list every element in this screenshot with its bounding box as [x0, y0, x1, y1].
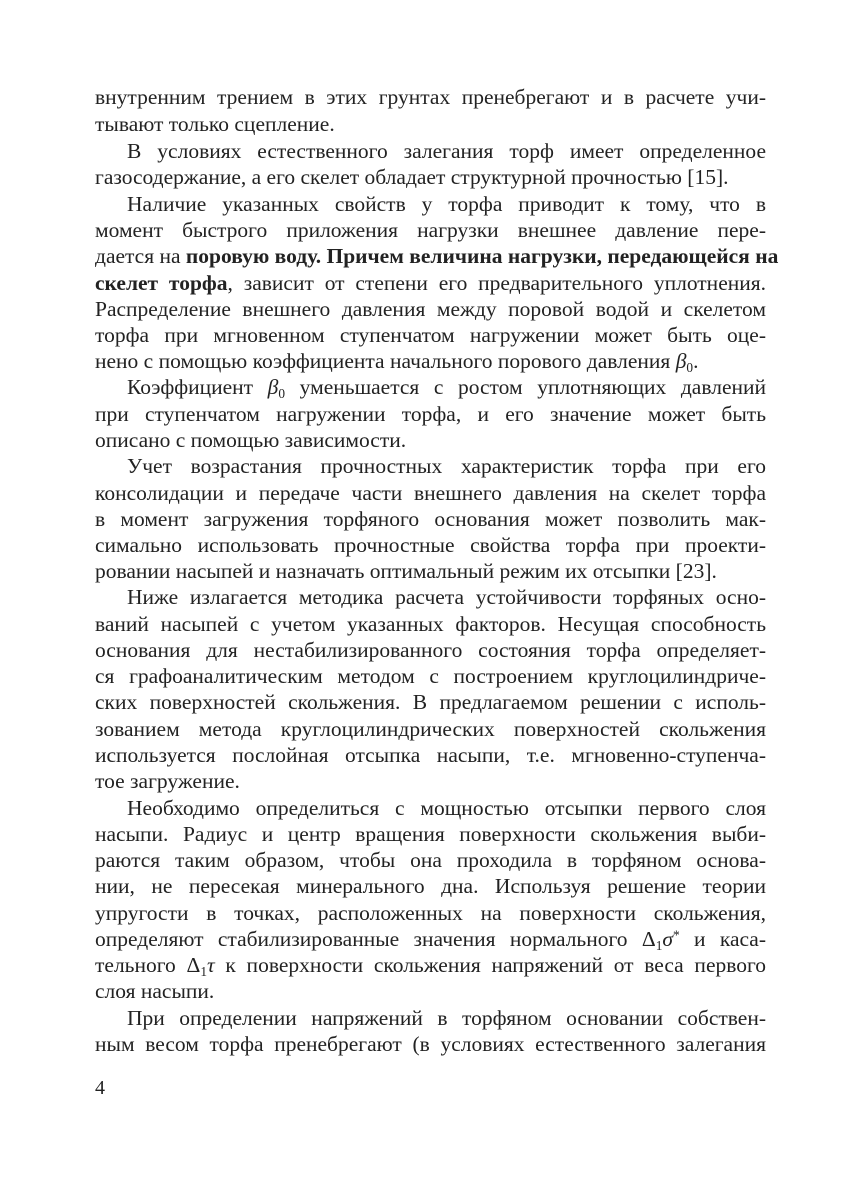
- text-line: тое загружение.: [95, 769, 240, 793]
- text-line: нии, не пересекая минерального дна. Используя решение теории: [95, 874, 766, 898]
- text-line: ся графоаналитическим методом с построением круглоцилиндриче-: [95, 664, 766, 688]
- text-line: в момент загружения торфяного основания может позволить мак-: [95, 507, 766, 531]
- text-line: При определении напряжений в торфяном основании собствен-: [127, 1006, 766, 1030]
- text-line: Необходимо определиться с мощностью отсыпки первого слоя: [127, 796, 766, 820]
- text-line: внутренним трением в этих грунтах пренебрегают и в расчете учи-: [95, 85, 766, 109]
- text-line: Наличие указанных свойств у торфа приводит к тому, что в: [127, 192, 766, 216]
- text-line: консолидации и передаче части внешнего давления на скелет торфа: [95, 481, 766, 505]
- text-line: определяют стабилизированные значения нормального $\Delta_1\sigma^*$ и каса-: [95, 927, 766, 953]
- text-line: Коэффициент $\beta_0$ уменьшается с ростом уплотняющих давлений: [127, 375, 767, 401]
- text-line: используется послойная отсыпка насыпи, т.е. мгновенно-ступенча-: [95, 743, 766, 767]
- text-line: при ступенчатом нагружении торфа, и его значение может быть: [95, 402, 766, 426]
- text-line: тывают только сцепление.: [95, 112, 335, 136]
- text-line: Ниже излагается методика расчета устойчивости торфяных осно-: [127, 585, 766, 609]
- text-line: зованием метода круглоцилиндрических поверхностей скольжения: [95, 717, 766, 741]
- text-line: упругости в точках, расположенных на поверхности скольжения,: [95, 901, 766, 925]
- text-line: ских поверхностей скольжения. В предлагаемом решении с исполь-: [95, 690, 766, 714]
- text-line: момент быстрого приложения нагрузки внешнее давление пере-: [95, 218, 766, 242]
- text-line: раются таким образом, чтобы она проходила в торфяном основа-: [95, 848, 766, 872]
- text-line: описано с помощью зависимости.: [95, 428, 407, 452]
- text-line: В условиях естественного залегания торф имеет определенное: [127, 139, 766, 163]
- text-line: нено с помощью коэффициента начального порового давления $\beta_0$.: [95, 349, 699, 375]
- text-line: симально использовать прочностные свойства торфа при проекти-: [95, 533, 766, 557]
- sigma-symbol: σ: [662, 927, 673, 951]
- delta-symbol: Δ: [641, 927, 656, 951]
- tau-symbol: τ: [206, 953, 215, 977]
- text-line: торфа при мгновенном ступенчатом нагружении может быть оце-: [95, 323, 766, 347]
- text-line: ровании насыпей и назначать оптимальный режим их отсыпки [23].: [95, 559, 717, 583]
- text-line: скелет торфа, зависит от степени его предварительного уплотнения.: [95, 271, 767, 295]
- text-line: ваний насыпей с учетом указанных факторов. Несущая способность: [95, 612, 766, 636]
- delta-symbol: Δ: [186, 953, 201, 977]
- page-number: 4: [95, 1077, 105, 1099]
- text-line: газосодержание, а его скелет обладает структурной прочностью [15].: [95, 165, 729, 189]
- beta-symbol: β: [675, 349, 687, 373]
- text-line: Распределение внешнего давления между поровой водой и скелетом: [95, 297, 766, 321]
- text-line: тельного $\Delta_1\tau$ к поверхности скольжения напряжений от веса первого: [95, 953, 767, 979]
- text-line: основания для нестабилизированного состояния торфа определяет-: [95, 638, 766, 662]
- text-line: дается на поровую воду. Причем величина нагрузки, передающейся на: [95, 244, 779, 268]
- beta-symbol: β: [267, 375, 279, 399]
- bold-phrase: скелет торфа: [95, 271, 228, 295]
- text-line: Учет возрастания прочностных характеристик торфа при его: [127, 454, 766, 478]
- text-line: насыпи. Радиус и центр вращения поверхности скольжения выби-: [95, 822, 766, 846]
- text-line: ным весом торфа пренебрегают (в условиях естественного залегания: [95, 1032, 766, 1056]
- text-line: слоя насыпи.: [95, 979, 215, 1003]
- bold-phrase: поровую воду. Причем величина нагрузки, передающейся на: [185, 244, 779, 268]
